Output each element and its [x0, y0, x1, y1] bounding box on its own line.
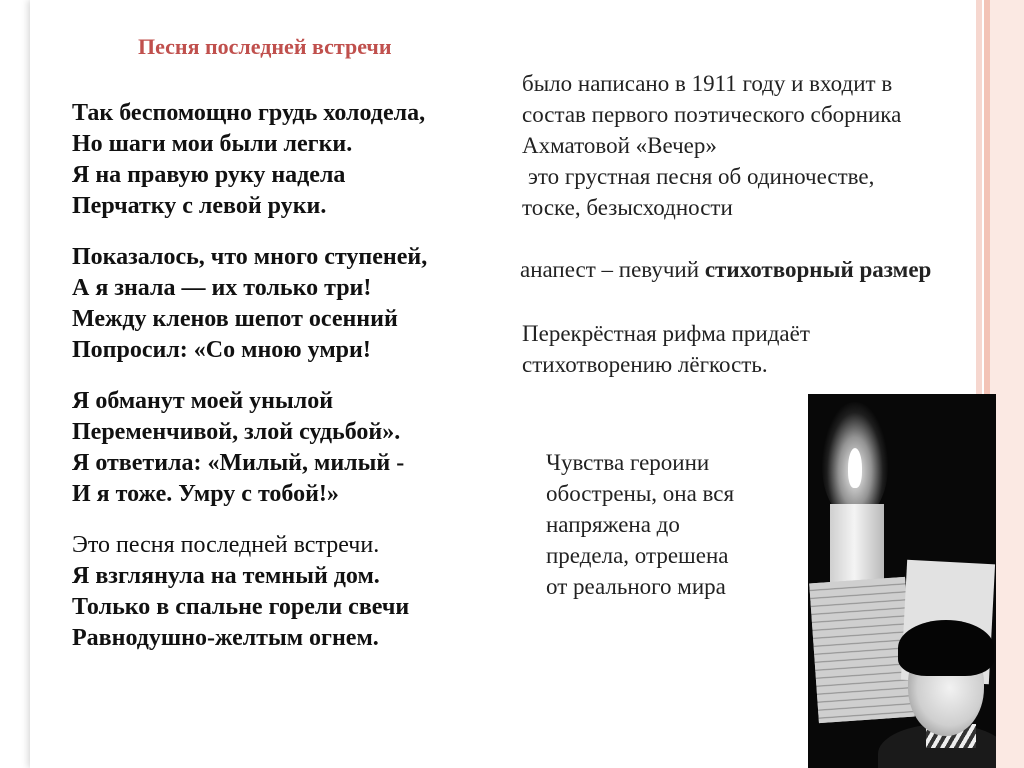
note-line: напряжена до — [546, 512, 680, 537]
note-line: Перекрёстная рифма придаёт — [522, 321, 810, 346]
note-line: тоске, безысходности — [522, 195, 733, 220]
meter-text: анапест – певучий — [520, 257, 705, 282]
poem-line: И я тоже. Умру с тобой!» — [72, 481, 339, 507]
poem-line: Переменчивой, злой судьбой». — [72, 419, 401, 445]
poem-stanza — [72, 386, 542, 510]
candle-flame — [848, 448, 862, 488]
portrait-hair — [898, 620, 994, 676]
poem-line: Я на правую руку надела — [72, 162, 346, 188]
poem-line: Между кленов шепот осенний — [72, 306, 398, 332]
poem-line: Я взглянула на темный дом. — [72, 563, 380, 589]
candle-portrait-photo — [808, 394, 996, 768]
meter-note — [520, 254, 931, 285]
note-line: Ахматовой «Вечер» — [522, 133, 717, 158]
history-note — [522, 68, 901, 223]
poem-stanza — [72, 242, 542, 366]
note-line: было написано в 1911 году и входит в — [522, 71, 893, 96]
poem-line: А я знала — их только три! — [72, 275, 372, 301]
poem-line: Я обманут моей унылой — [72, 388, 334, 414]
note-line: стихотворению лёгкость. — [522, 352, 768, 377]
note-line: предела, отрешена — [546, 543, 729, 568]
note-line: от реального мира — [546, 574, 726, 599]
poem-line: Я ответила: «Милый, милый - — [72, 450, 405, 476]
note-line: это грустная песня об одиночестве, — [528, 164, 875, 189]
note-line: состав первого поэтического сборника — [522, 102, 902, 127]
poem-line: Перчатку с левой руки. — [72, 193, 327, 219]
slide-title: Песня последней встречи — [138, 34, 392, 59]
feelings-note — [546, 447, 734, 602]
poem-line: Только в спальне горели свечи — [72, 594, 410, 620]
poem-line: Это песня последней встречи. — [72, 532, 380, 558]
rhyme-note — [522, 318, 810, 380]
poem-stanza — [72, 98, 542, 222]
poem-line: Попросил: «Со мною умри! — [72, 337, 371, 363]
meter-emphasis: стихотворный размер — [704, 257, 932, 282]
candle — [830, 504, 884, 584]
poem-line: Но шаги мои были легки. — [72, 131, 353, 157]
poem-line: Показалось, что много ступеней, — [72, 244, 428, 270]
note-line: обострены, она вся — [546, 481, 735, 506]
poem — [72, 98, 542, 674]
note-line: Чувства героини — [546, 450, 710, 475]
poem-stanza — [72, 530, 542, 654]
poem-line: Равнодушно-желтым огнем. — [72, 625, 379, 651]
poem-line: Так беспомощно грудь холодела, — [72, 100, 426, 126]
